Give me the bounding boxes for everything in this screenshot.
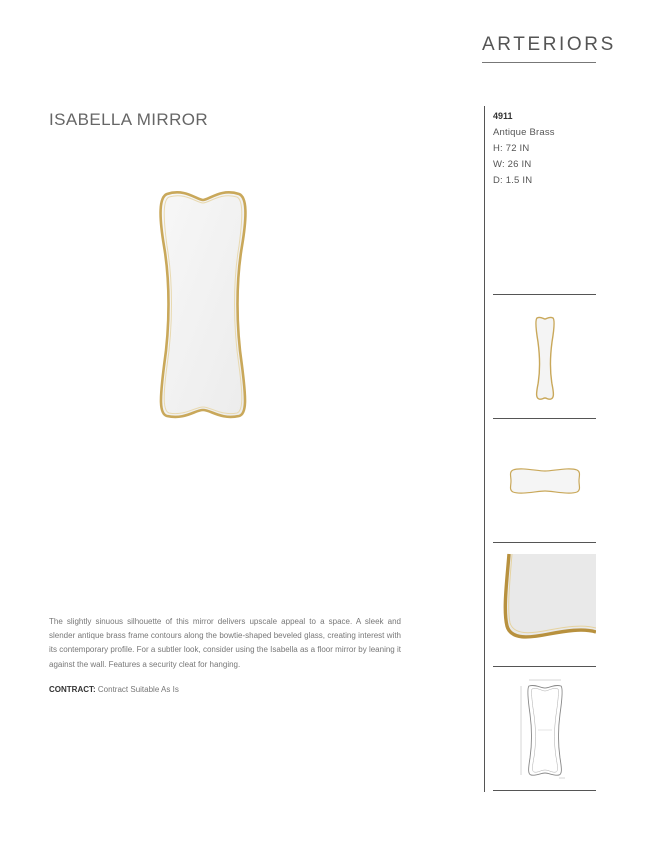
product-width: W: 26 IN <box>493 159 532 170</box>
product-height: H: 72 IN <box>493 143 530 154</box>
brand-underline <box>482 62 596 63</box>
thumbnail-divider <box>493 418 596 419</box>
column-divider <box>484 106 485 792</box>
product-title: ISABELLA MIRROR <box>49 110 209 129</box>
thumbnail-frame-detail[interactable] <box>493 550 596 660</box>
thumbnail-divider <box>493 294 596 295</box>
product-description: The slightly sinuous silhouette of this mirror delivers upscale appeal to a space. A sleek and slender antique brass frame contours along the bowtie-shaped beveled glass, creating interest with its contemporary profile. For a subtler look, consider using the Isabella as a floor mirror by leaning it against the wall. Features a security cleat for hanging. <box>49 617 401 669</box>
product-finish: Antique Brass <box>493 127 555 138</box>
product-depth: D: 1.5 IN <box>493 175 533 186</box>
thumbnail-divider <box>493 790 596 791</box>
brand-logo: ARTERIORS <box>482 34 616 55</box>
main-product-image <box>155 186 251 422</box>
thumbnail-divider <box>493 542 596 543</box>
contract-label: CONTRACT: <box>49 685 96 694</box>
contract-value: Contract Suitable As Is <box>97 685 179 694</box>
thumbnail-dimension-drawing[interactable] <box>493 674 596 784</box>
contract-info <box>49 685 179 694</box>
product-sku: 4911 <box>493 111 513 121</box>
thumbnail-mirror-vertical[interactable] <box>493 302 596 412</box>
thumbnail-divider <box>493 666 596 667</box>
thumbnail-mirror-horizontal[interactable] <box>493 426 596 536</box>
